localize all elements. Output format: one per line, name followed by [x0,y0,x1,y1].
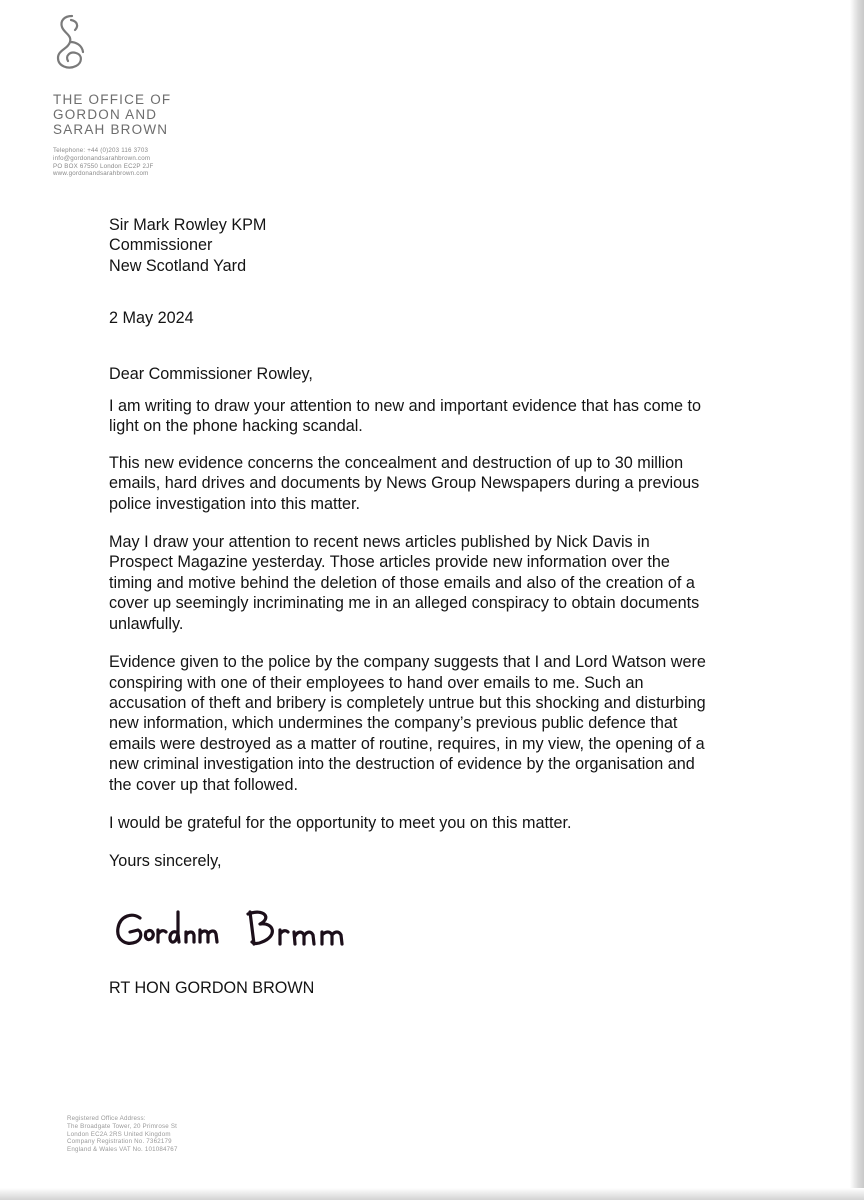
paragraph-5 [109,813,759,833]
paragraph-line: police investigation into this matter. [109,494,361,513]
recipient-title: Commissioner [109,236,213,255]
salutation [109,364,759,384]
paragraph-line: cover up seemingly incriminating me in an alleged conspiracy to obtain documents [109,594,700,613]
footer-line: Registered Office Address: [67,1115,146,1122]
paragraph-line: Evidence given to the police by the company suggests that I and Lord Watson were [109,653,706,672]
paragraph-line: new information, which undermines the company’s previous public defence that [109,714,678,733]
paragraph-3 [109,532,759,634]
footer-line: Company Registration No. 7362179 [67,1138,172,1146]
paragraph-1 [109,396,759,437]
footer-line: England & Wales VAT No. 101084767 [67,1146,178,1154]
office-name [53,92,171,137]
office-name-line: THE OFFICE OF [53,92,172,107]
closing [109,851,759,871]
page-edge-bottom [0,1188,864,1200]
signatory-name: RT HON GORDON BROWN [109,979,315,997]
closing-text: Yours sincerely, [109,852,222,871]
recipient-block [109,215,759,276]
handwritten-signature-icon [114,904,354,960]
registered-office-footer [67,1115,178,1154]
ampersand-monogram-icon [50,12,90,72]
paragraph-line: light on the phone hacking scandal. [109,417,363,436]
paragraph-line: I am writing to draw your attention to new and important evidence that has come to [109,397,702,416]
office-name-line: SARAH BROWN [53,122,169,137]
contact-email: info@gordonandsarahbrown.com [53,154,151,162]
salutation-text: Dear Commissioner Rowley, [109,364,313,383]
paragraph-line: accusation of theft and bribery is completely untrue but this shocking and disturbing [109,693,706,712]
paragraph-line: This new evidence concerns the concealment and destruction of up to 30 million [109,453,684,472]
paragraph-line: Prospect Magazine yesterday. Those articles provide new information over the [109,553,670,572]
recipient-organisation: New Scotland Yard [109,256,247,275]
page-edge-right [850,0,864,1200]
paragraph-line: new criminal investigation into the destruction of evidence by the organisation and [109,755,695,774]
contact-website: www.gordonandsarahbrown.com [53,170,149,178]
date-text: 2 May 2024 [109,309,194,328]
contact-telephone: Telephone: +44 (0)203 116 3703 [53,147,149,154]
footer-line: The Broadgate Tower, 20 Primrose St [67,1122,178,1130]
letter-body [109,215,759,872]
footer-line: London EC2A 2RS United Kingdom [67,1130,171,1138]
contact-details [53,147,153,178]
letter-date [109,308,759,328]
paragraph-line: emails were destroyed as a matter of routine, requires, in my view, the opening of a [109,734,705,753]
paragraph-2 [109,453,759,514]
paragraph-4 [109,652,759,795]
office-name-line: GORDON AND [53,107,158,122]
recipient-name: Sir Mark Rowley KPM [109,216,267,234]
paragraph-line: I would be grateful for the opportunity to meet you on this matter. [109,813,572,832]
paragraph-line: conspiring with one of their employees to hand over emails to me. Such an [109,673,644,692]
paragraph-line: May I draw your attention to recent news articles published by Nick Davis in [109,533,650,552]
contact-address: PO BOX 67550 London EC2P 2JF [53,162,154,170]
paragraph-line: timing and motive behind the deletion of those emails and also of the creation of a [109,573,695,592]
paragraph-line: the cover up that followed. [109,775,298,794]
paragraph-line: emails, hard drives and documents by News Group Newspapers during a previous [109,474,700,493]
paragraph-line: unlawfully. [109,614,184,633]
